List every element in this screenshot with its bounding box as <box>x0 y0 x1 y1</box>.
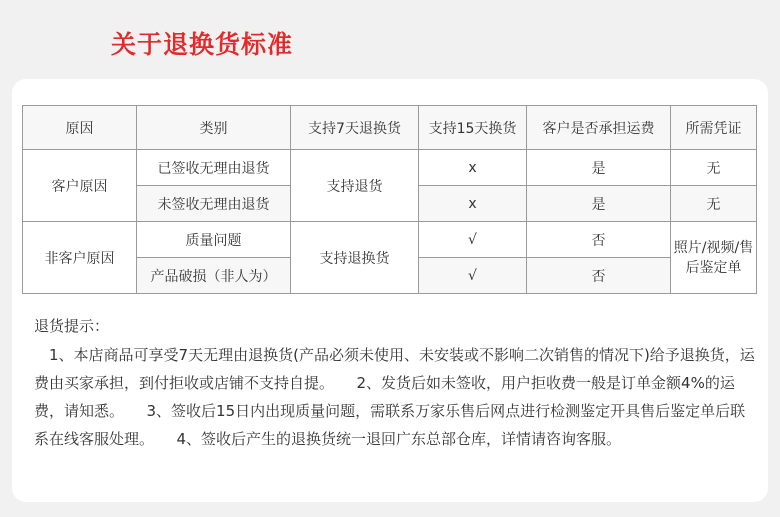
header-7day-return: 支持7天退换货 <box>291 106 419 150</box>
proof-cell: 照片/视频/售后鉴定单 <box>671 222 757 294</box>
category-cell: 产品破损（非人为） <box>137 258 291 294</box>
proof-cell: 无 <box>671 186 757 222</box>
exchange15-cell: x <box>419 150 527 186</box>
header-proof: 所需凭证 <box>671 106 757 150</box>
exchange15-cell: √ <box>419 258 527 294</box>
exchange15-cell: √ <box>419 222 527 258</box>
support-cell: 支持退货 <box>291 150 419 222</box>
notes-body: 1、本店商品可享受7天无理由退换货(产品必须未使用、未安装或不影响二次销售的情况下)给予退换货，运费由买家承担，到付拒收或店铺不支持自提。 2、发货后如未签收，用户拒收费一般是订单金额4%的运费，请知悉。 3、签收后15日内出现质量问题，需联系万家乐售后网点进行检测鉴定开具售后鉴定单后联系在线客服处理。 4、签收后产生的退换货统一退回广东总部仓库，详情请咨询客服。 <box>34 346 755 448</box>
freight-cell: 是 <box>527 186 671 222</box>
proof-cell: 无 <box>671 150 757 186</box>
return-policy-table <box>22 105 757 294</box>
header-category: 类别 <box>137 106 291 150</box>
reason-customer: 客户原因 <box>23 150 137 222</box>
table-row <box>23 222 757 258</box>
freight-cell: 否 <box>527 258 671 294</box>
category-cell: 已签收无理由退货 <box>137 150 291 186</box>
category-cell: 质量问题 <box>137 222 291 258</box>
header-15day-exchange: 支持15天换货 <box>419 106 527 150</box>
reason-non-customer: 非客户原因 <box>23 222 137 294</box>
header-freight: 客户是否承担运费 <box>527 106 671 150</box>
freight-cell: 否 <box>527 222 671 258</box>
freight-cell: 是 <box>527 150 671 186</box>
content-card <box>12 79 768 502</box>
notes-heading: 退货提示： <box>34 317 110 335</box>
table-row <box>23 150 757 186</box>
table-header-row <box>23 106 757 150</box>
category-cell: 未签收无理由退货 <box>137 186 291 222</box>
support-cell: 支持退换货 <box>291 222 419 294</box>
return-notes <box>34 312 756 453</box>
exchange15-cell: x <box>419 186 527 222</box>
header-reason: 原因 <box>23 106 137 150</box>
page-title: 关于退换货标准 <box>111 30 294 59</box>
